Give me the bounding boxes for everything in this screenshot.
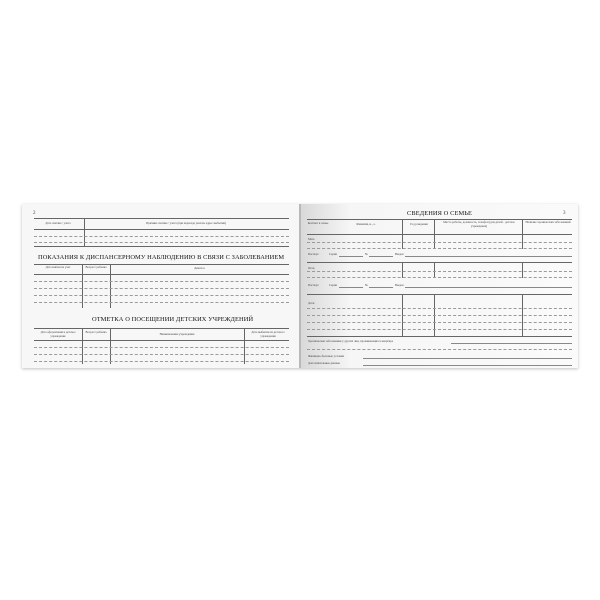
passport-issued-field [405,287,572,288]
table-border [34,328,289,329]
column-header-child-age: Возраст ребенка [85,330,107,334]
column-header-institution-name: Наименование учреждения [159,332,195,336]
passport-label: Паспорт [308,283,319,287]
additional-data-label: Дополнительные данные [308,361,340,365]
passport-label: Паспорт [308,252,319,256]
table-border [34,264,289,265]
table-border [34,246,289,247]
column-header-chronic-diseases: Наличие хронических заболеваний [525,220,571,224]
blank-row [307,315,572,316]
passport-series-label: Серия [329,252,337,256]
section-title-child-institutions: ОТМЕТКА О ПОСЕЩЕНИИ ДЕТСКИХ УЧРЕЖДЕНИЙ [92,316,254,323]
passport-number-label: № [365,252,368,256]
blank-row [34,302,289,303]
record-book-spread [22,204,578,368]
passport-series-label: Серия [329,283,337,287]
passport-number-field [369,256,393,257]
blank-row [34,236,289,237]
blank-row [34,354,289,355]
blank-row [307,271,572,272]
blank-row [34,295,289,296]
column-header-contact: Контакт в семье [307,221,329,225]
table-divider [434,262,435,278]
table-divider [522,219,523,249]
table-row-line [307,262,572,263]
row-label-children: Дети [308,301,315,305]
column-header-registration-date: Дата взятия на учет [45,265,71,269]
section-title-dispensary: ПОКАЗАНИЯ К ДИСПАНСЕРНОМУ НАБЛЮДЕНИЮ В СВЯЗИ С ЗАБОЛЕВАНИЕМ [38,254,285,261]
column-header-child-age: Возраст ребенка [85,265,107,269]
page-number: 2 [33,211,36,216]
table-divider [82,328,83,364]
table-border [307,336,572,337]
column-header-enrollment-date: Дата оформления в детское учреждение [40,330,76,338]
table-divider [110,328,111,364]
blank-row [34,288,289,289]
passport-series-field [339,287,363,288]
table-header-line [34,274,289,275]
blank-row [307,329,572,330]
row-label-father: Отец [308,266,315,270]
table-divider [522,262,523,278]
additional-data-field [363,365,572,366]
column-header-workplace: Место работы, должность, телефон (для детей - детское учреждение) [443,220,515,228]
blank-row [307,308,572,309]
passport-number-field [369,287,393,288]
column-header-deregistration-reason: Причина снятия с учета (при переезде указать адрес выбытия) [146,221,226,225]
passport-issued-label: Выдан [395,252,404,256]
passport-issued-field [405,256,572,257]
table-divider [434,219,435,249]
column-header-full-name: Фамилия, и., о. [356,222,376,226]
passport-number-label: № [365,283,368,287]
table-border [34,218,289,219]
table-header-line [307,234,572,235]
blank-row [307,242,572,243]
blank-row [34,347,289,348]
table-divider [244,328,245,364]
housing-conditions-field [363,358,572,359]
passport-issued-label: Выдан [395,283,404,287]
table-header-line [34,229,289,230]
page-title-family-info: СВЕДЕНИЯ О СЕМЬЕ [407,210,473,217]
blank-row [34,361,289,362]
blank-row [34,242,289,243]
blank-row [307,322,572,323]
column-header-deregistration-date: Дата снятия с учета [45,221,71,225]
table-divider [402,262,403,278]
table-row-line [307,294,572,295]
right-page [301,204,578,368]
passport-series-field [339,256,363,257]
blank-row [34,281,289,282]
table-divider [402,219,403,249]
column-header-leave-date: Дата выбытия из детского учреждения [251,330,285,338]
chronic-diseases-others-label: Хронические заболевания у других лиц, проживающих в квартире [308,339,394,343]
row-label-mother: Мать [308,237,315,241]
left-page [22,204,299,368]
blank-row [307,277,572,278]
table-header-line [34,340,289,341]
page-number: 3 [563,211,566,216]
blank-row [307,248,572,249]
column-header-birth-year: Год рождения [410,222,428,226]
housing-conditions-label: Жилищно-бытовые условия [308,354,344,358]
chronic-diseases-others-field [451,343,572,344]
blank-row [307,349,572,350]
column-header-diagnosis: Диагноз [194,266,205,270]
